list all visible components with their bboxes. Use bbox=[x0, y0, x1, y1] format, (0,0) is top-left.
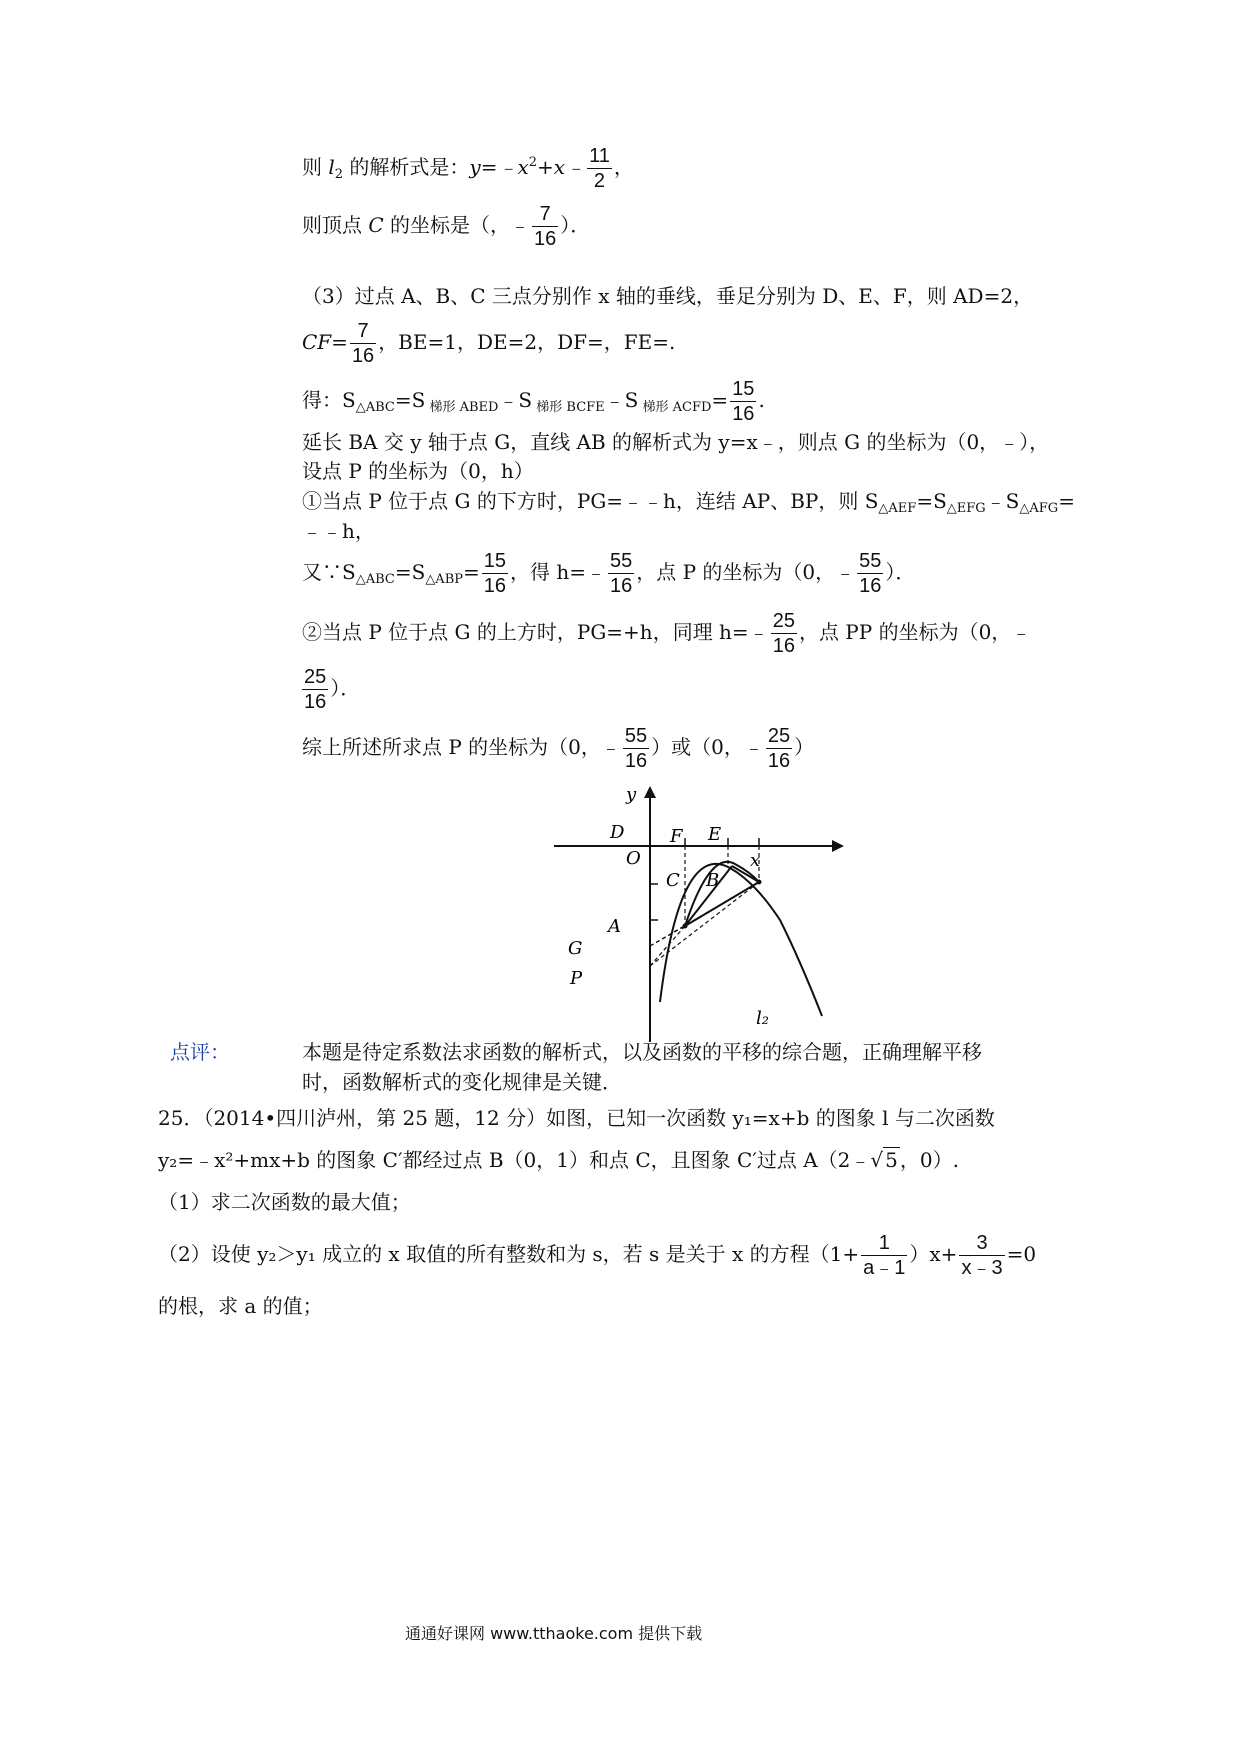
dashed-bg bbox=[650, 882, 759, 946]
line-case1-result: 又$\because S_{\triangle ABC}=S_{\triangle ABP}=$ $\frac{15}{16}$ ，得 h=﹣ $\frac{55}{16}$ ，点 P 的坐标为（0，﹣ $\frac{55}{16}$ ）． bbox=[302, 550, 916, 597]
fraction: $\frac{3}{x﹣3}$ bbox=[961, 1232, 1003, 1279]
line-vertex-c: 则顶点 C 的坐标是（，﹣ $\frac{7}{16}$ ）． bbox=[302, 203, 591, 250]
label-f: F bbox=[670, 826, 683, 847]
label-l2: l₂ bbox=[756, 1008, 769, 1029]
fraction: $\frac{55}{16}$ bbox=[859, 550, 882, 597]
parabola-upper bbox=[685, 862, 759, 926]
label-a: A bbox=[608, 916, 621, 937]
dashed-ap bbox=[650, 926, 685, 966]
fraction: $\frac{55}{16}$ bbox=[610, 550, 633, 597]
label-e: E bbox=[708, 824, 722, 845]
fraction: $\frac{25}{16}$ bbox=[304, 666, 327, 713]
line-case2-cont: $\frac{25}{16}$ ）． bbox=[304, 666, 361, 713]
label-y: y bbox=[626, 784, 637, 805]
line-case1: ①当点 P 位于点 G 的下方时，PG=﹣﹣h，连结 AP、BP，则 $S_{\triangle AEF}=S_{\triangle EFG}﹣S_{\triangle AFG}=$ bbox=[302, 489, 1075, 516]
label-x: x bbox=[750, 850, 761, 871]
problem25-line1: 25．（2014•四川泸州，第 25 题，12 分）如图，已知一次函数 y₁=x+b 的图象 l 与二次函数 bbox=[158, 1106, 995, 1130]
label-c: C bbox=[666, 870, 680, 891]
fraction: $\frac{7}{16}$ bbox=[534, 203, 557, 250]
page-footer: 通通好课网 www.tthaoke.com 提供下载 bbox=[405, 1624, 703, 1643]
label-g: G bbox=[568, 938, 583, 959]
line-case2: ②当点 P 位于点 G 的上方时，PG=+h，同理 h=﹣ $\frac{25}{16}$ ，点 PP 的坐标为（0，﹣ bbox=[302, 610, 1032, 657]
label-o: O bbox=[626, 848, 641, 869]
line-set-p: 设点 P 的坐标为（0，h） bbox=[302, 459, 534, 483]
problem25-q2-line2: 的根，求 a 的值； bbox=[158, 1294, 323, 1318]
dashed-bp bbox=[650, 882, 759, 966]
fraction: $\frac{15}{16}$ bbox=[732, 378, 755, 425]
x-axis-arrow bbox=[832, 840, 844, 852]
y-axis-arrow bbox=[644, 786, 656, 798]
line-extend-ba: 延长 BA 交 y 轴于点 G，直线 AB 的解析式为 y=x﹣，则点 G 的坐标为（0，﹣）， bbox=[302, 430, 1050, 454]
fraction: $\frac{25}{16}$ bbox=[772, 610, 795, 657]
fraction: $\frac{55}{16}$ bbox=[624, 725, 648, 772]
review-label: 点评： bbox=[170, 1040, 230, 1064]
parabola-figure bbox=[540, 780, 880, 1050]
review-text-2: 时，函数解析式的变化规律是关键． bbox=[302, 1070, 622, 1094]
line-cf-values: CF= $\frac{7}{16}$ ，BE=1，DE=2，DF=，FE=. bbox=[302, 320, 676, 367]
line-case1-cont: ﹣﹣h， bbox=[302, 519, 375, 543]
fraction: $\frac{25}{16}$ bbox=[767, 725, 791, 772]
fraction: $\frac{7}{16}$ bbox=[351, 320, 375, 367]
line-conclusion: 综上所述所求点 P 的坐标为（0，﹣ $\frac{55}{16}$ ）或（0，﹣ $\frac{25}{16}$ ） bbox=[302, 725, 815, 772]
line-area-abc: 得：$S_{\triangle ABC}=S$ $_{梯形 ABED}$﹣S $_{梯形 BCFE}$﹣S $_{梯形 ACFD}$= $\frac{15}{16}$ . bbox=[302, 378, 765, 425]
review-text-1: 本题是待定系数法求函数的解析式，以及函数的平移的综合题，正确理解平移 bbox=[302, 1040, 982, 1064]
problem25-q2: （2）设使 y₂＞y₁ 成立的 x 取值的所有整数和为 s，若 s 是关于 x 的方程（1+ $\frac{1}{a﹣1}$ ）x+ $\frac{3}{x﹣3}$ =0 bbox=[158, 1232, 1037, 1279]
fraction: $\frac{11}{2}$ bbox=[589, 145, 610, 192]
line-l2-formula: 则 $l_2$ 的解析式是：$y=﹣x^2+x﹣$ $\frac{11}{2}$ ， bbox=[302, 145, 634, 192]
label-b: B bbox=[706, 870, 720, 891]
problem25-q1: （1）求二次函数的最大值； bbox=[158, 1190, 411, 1214]
fraction: $\frac{15}{16}$ bbox=[483, 550, 507, 597]
label-d: D bbox=[610, 822, 625, 843]
line-part3-intro: （3）过点 A、B、C 三点分别作 x 轴的垂线，垂足分别为 D、E、F，则 AD=2， bbox=[302, 284, 1034, 308]
label-p: P bbox=[570, 968, 583, 989]
problem25-line2: y₂=﹣x²+mx+b 的图象 C′都经过点 B（0，1）和点 C，且图象 C′过点 A（2﹣√ 5 ，0）. bbox=[158, 1148, 959, 1172]
fraction: $\frac{1}{a﹣1}$ bbox=[863, 1232, 906, 1279]
